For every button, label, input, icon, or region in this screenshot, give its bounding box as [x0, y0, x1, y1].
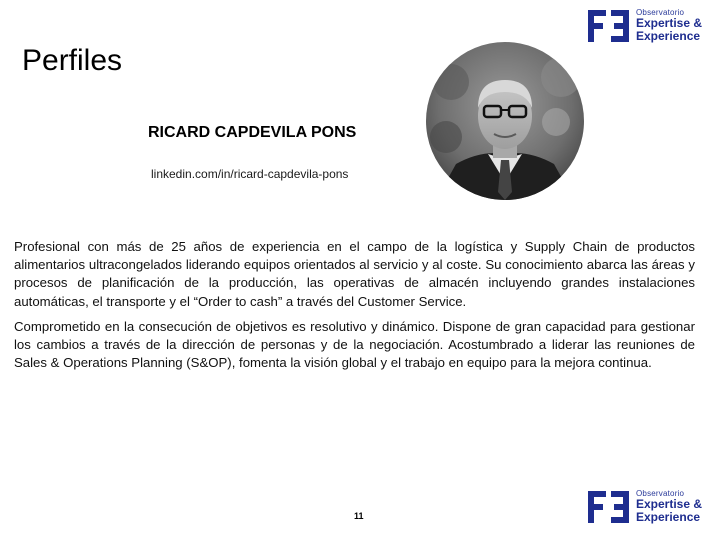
logo-line-1: Observatorio — [636, 8, 685, 17]
logo-line-3: Experience — [636, 510, 701, 524]
portrait-photo — [426, 42, 584, 200]
logo-mark-icon — [588, 8, 630, 44]
logo-text — [636, 490, 702, 524]
logo-line-2: Expertise & — [636, 497, 703, 511]
brand-logo-footer — [588, 489, 702, 525]
logo-mark-icon — [588, 489, 630, 525]
portrait-photo-icon — [426, 42, 584, 200]
logo-line-2: Expertise & — [636, 16, 703, 30]
brand-logo — [588, 8, 702, 44]
page-title: Perfiles — [22, 44, 123, 77]
bio-paragraph-2: Comprometido en la consecución de objetivos es resolutivo y dinámico. Dispone de gran capacidad para gestionar los cambios a través de la dirección de personas y de la negociación. Acostumbrado a liderar las reuniones de Sales & Operations Planning (S&OP), fomenta la visión global y el trabajo en equipo para la mejora continua. — [14, 319, 695, 371]
logo-line-1: Observatorio — [636, 489, 685, 498]
bio-paragraph-1: Profesional con más de 25 años de experiencia en el campo de la logística y Supply Chain de productos alimentarios ultracongelados liderando equipos orientados al servicio y al coste. Su conocimiento abarca las áreas y procesos de planificación de la producción, las operativas de almacén incluyendo grandes instalaciones automáticas, el transporte y el “Order to cash” a través del Customer Service. — [14, 239, 695, 309]
logo-line-3: Experience — [636, 29, 701, 43]
linkedin-link[interactable]: linkedin.com/in/ricard-capdevila-pons — [151, 167, 349, 181]
logo-text — [636, 9, 702, 43]
person-name: RICARD CAPDEVILA PONS — [148, 124, 357, 141]
page-number: 11 — [354, 511, 364, 521]
